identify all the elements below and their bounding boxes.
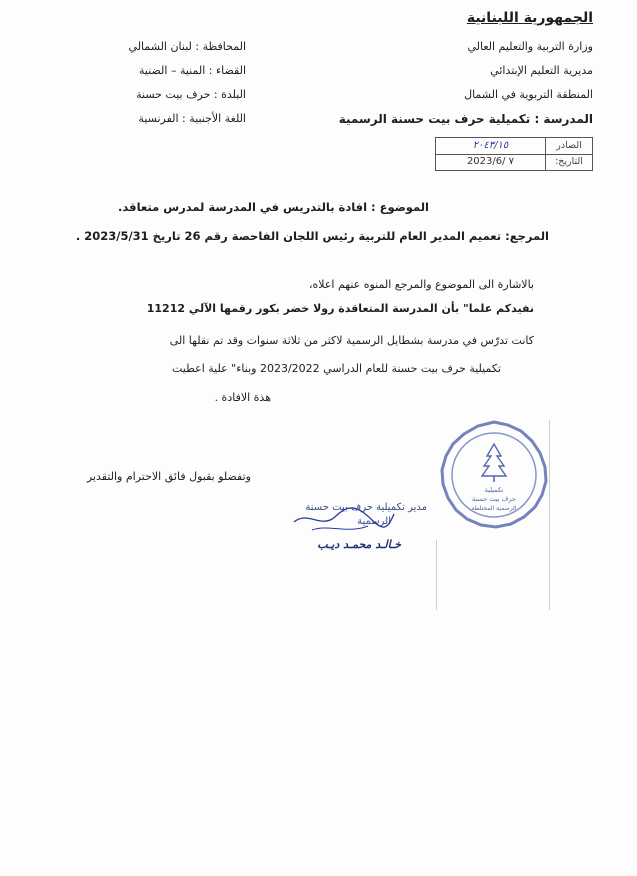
governorate-line: المحافظة : لبنان الشمالي: [128, 40, 246, 53]
signature-title-1: مدير تكميلية حرف بيت حسنة: [305, 502, 427, 513]
reference-line: المرجع: تعميم المدير العام للتربية رئيس اللجان الفاحصة رقم 26 تاريخ 2023/5/31 .: [75, 229, 549, 243]
cedar-icon: [482, 444, 506, 482]
official-stamp: [438, 418, 550, 530]
scan-line-right: [549, 420, 550, 610]
signatory-name: خـالـد محمـد ديـب: [317, 538, 401, 551]
directorate-line: مديرية التعليم الإبتدائي: [490, 64, 593, 77]
handwritten-signature: [288, 500, 398, 540]
ministry-line: وزارة التربية والتعليم العالي: [467, 40, 593, 53]
body-line-4: هذة الافادة .: [214, 391, 271, 404]
outgoing-value: ٢٠٤٣/١٥: [472, 140, 509, 151]
date-label: التاريخ:: [545, 154, 592, 170]
stamp-text-mid: حرف بيت حسنة: [472, 495, 516, 503]
region-line: المنطقة التربوية في الشمال: [464, 88, 593, 101]
school-line: المدرسة : تكميلية حرف بيت حسنة الرسمية: [338, 112, 593, 126]
town-line: البلدة : حرف بيت حسنة: [136, 88, 246, 101]
district-line: القضاء : المنية – الضنية: [138, 64, 246, 77]
signature-title-2: الرسمية: [357, 516, 391, 527]
date-value: 2023/6/ ٧: [466, 156, 515, 167]
stamp-text-bottom: الرسمية المختلطة: [471, 505, 517, 512]
reference-box: [435, 137, 593, 171]
body-line-1: نفيدكم علما" بأن المدرسة المتعاقدة رولا خضر بكور رقمها الآلي 11212: [146, 302, 534, 315]
closing-line: وتفضلو بقبول فائق الاحترام والتقدير: [86, 470, 251, 483]
date-row: [436, 154, 592, 170]
subject-line: الموضوع : افادة بالتدريس في المدرسة لمدرس متعاقد.: [118, 200, 429, 214]
foreign-language-line: اللغة الأجنبية : الفرنسية: [138, 112, 246, 125]
outgoing-row: [436, 138, 592, 155]
republic-title: الجمهورية اللبنانية: [466, 10, 593, 26]
intro-line: بالاشارة الى الموضوع والمرجع المنوه عنهم اعلاه،: [308, 278, 534, 291]
body-line-2: كانت تدرّس في مدرسة بشطايل الرسمية لاكثر من ثلاثة سنوات وقد تم نقلها الى: [169, 334, 534, 347]
stamp-text-top: تكميلية: [484, 486, 504, 494]
body-line-3: تكميلية حرف بيت حسنة للعام الدراسي 2023/2022 وبناء" علية اعطيت: [172, 362, 501, 375]
outgoing-label: الصادر: [545, 138, 592, 154]
scan-line-left: [436, 540, 437, 610]
